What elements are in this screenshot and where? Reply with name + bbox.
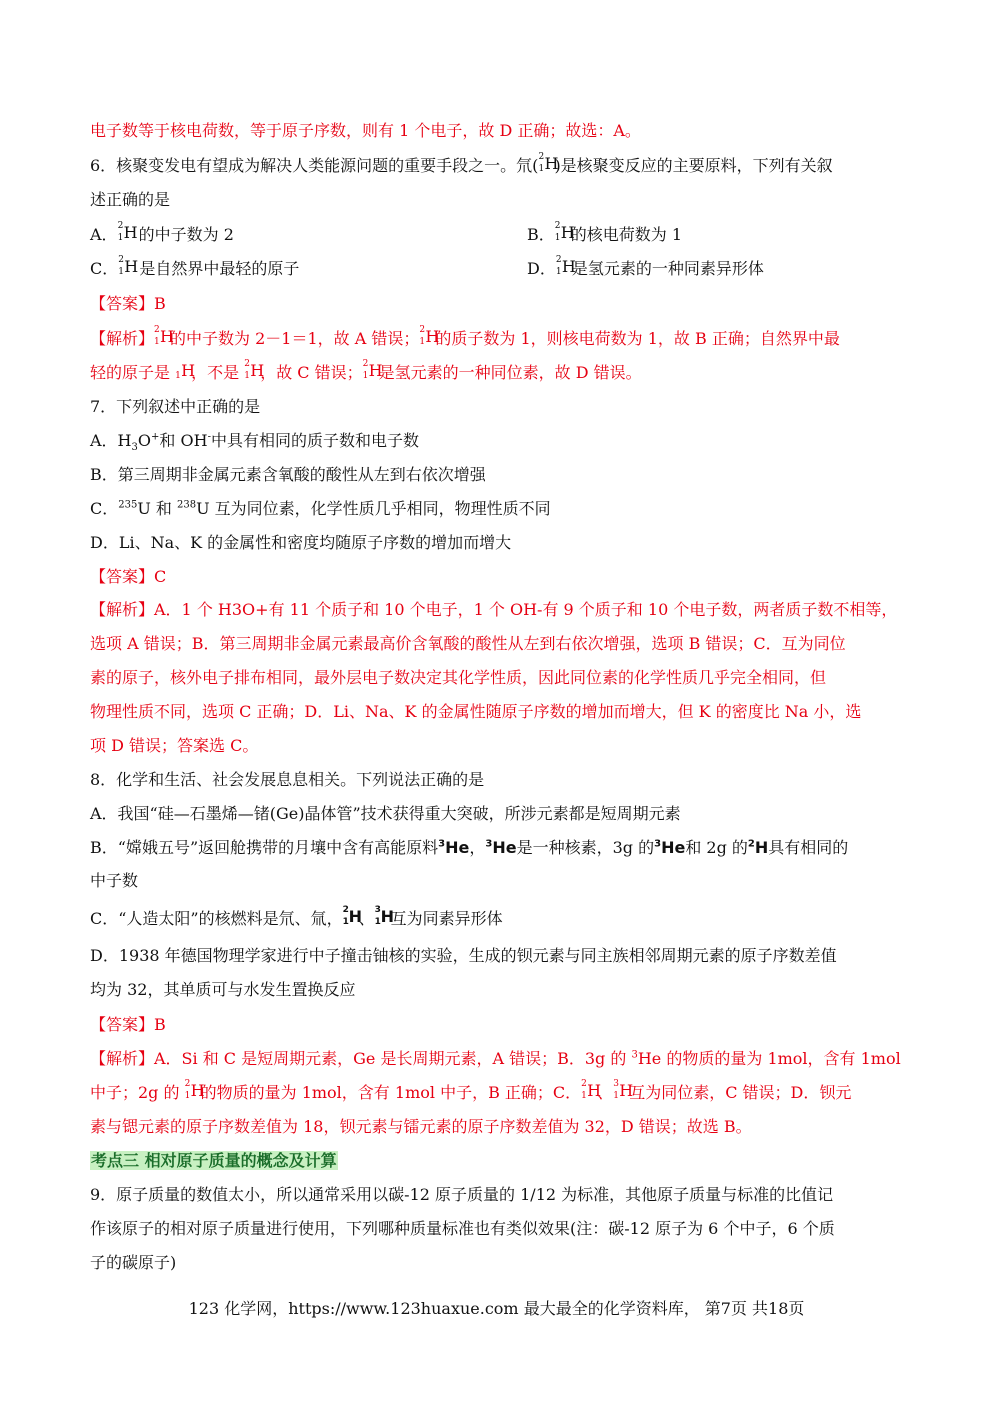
question-8-option-d: D．1938 年德国物理学家进行中子撞击铀核的实验，生成的钡元素与同主族相邻周期元素的原子序数差值 [90, 946, 837, 965]
question-8-answer: 【答案】B [90, 1015, 166, 1034]
isotope-h2: 2 1 H [538, 152, 559, 174]
question-8-option-d-cont: 均为 32，其单质可与水发生置换反应 [90, 980, 356, 999]
question-7-option-b: B．第三周期非金属元素含氧酸的酸性从左到右依次增强 [90, 465, 486, 484]
question-6-explanation-cont: 轻的原子是 1 H ，不是 2 1 H ，故 C 错误； 2 1 H 是氢元素的一种同位素，故 D 错误。 [90, 359, 642, 382]
question-6-explanation: 【解析】 2 1 H 的中子数为 2－1＝1，故 A 错误； 2 1 H 的质子数为 1，则核电荷数为 1，故 B 正确；自然界中最 [90, 325, 840, 348]
question-8-option-b: B．“嫦娥五号”返回舱携带的月壤中含有高能原料$^3$He，$^3$He是一种核素，3g 的$^3$He和 2g 的$^2$H具有相同的 [90, 838, 849, 857]
question-6-options-cd [90, 257, 920, 281]
question-7-stem: 7．下列叙述中正确的是 [90, 397, 261, 416]
question-8-option-b-cont: 中子数 [90, 871, 139, 890]
question-6-stem: 6．核聚变发电有望成为解决人类能源问题的重要手段之一。氘( 2 1 H )是核聚变反应的主要原料，下列有关叙 [90, 152, 833, 175]
question-7-option-c: C．$^{235}$U 和 $^{238}$U 互为同位素，化学性质几乎相同，物理性质不同 [90, 499, 551, 518]
question-6-options-ab [90, 223, 920, 247]
question-7-explanation-2: 选项 A 错误；B．第三周期非金属元素最高价含氧酸的酸性从左到右依次增强，选项 B 错误；C．互为同位 [90, 634, 846, 653]
question-9-stem-3: 子的碳原子) [90, 1253, 177, 1272]
option-d: D． 2 1 H 是氢元素的一种同素异形体 [527, 255, 764, 278]
question-8-explanation-1: 【解析】A．Si 和 C 是短周期元素，Ge 是长周期元素，A 错误；B．3g 的 $^3$He 的物质的量为 1mol，含有 1mol [90, 1049, 901, 1068]
question-7-explanation-5: 项 D 错误；答案选 C。 [90, 736, 259, 755]
question-8-stem: 8．化学和生活、社会发展息息相关。下列说法正确的是 [90, 770, 485, 789]
question-7-option-d: D．Li、Na、K 的金属性和密度均随原子序数的增加而增大 [90, 533, 512, 552]
option-c: C． 2 1 H 是自然界中最轻的原子 [90, 255, 300, 278]
question-7-explanation-4: 物理性质不同，选项 C 正确；D．Li、Na、K 的金属性随原子序数的增加而增大，但 K 的密度比 Na 小，选 [90, 702, 862, 721]
question-7-explanation-1: 【解析】A．1 个 H3O+有 11 个质子和 10 个电子，1 个 OH-有 9 个质子和 10 个电子数，两者质子数不相等， [90, 600, 898, 619]
question-8-explanation-2: 中子；2g 的 2 1 H 的物质的量为 1mol，含有 1mol 中子，B 正确；C． 2 1 H 、 3 1 H 互为同位素，C 错误；D．钡元 [90, 1079, 852, 1102]
question-8-option-a: A．我国“硅—石墨烯—锗(Ge)晶体管”技术获得重大突破，所涉元素都是短周期元素 [90, 804, 681, 823]
page-footer: 123 化学网，https://www.123huaxue.com 最大最全的化学资料库， 第7页 共18页 [188, 1299, 805, 1318]
question-8-option-c: C．“人造太阳”的核燃料是氘、氚， 2 1 H 、 3 1 H 互为同素异形体 [90, 905, 503, 928]
question-7-answer: 【答案】C [90, 567, 167, 586]
prev-explanation-end: 电子数等于核电荷数，等于原子序数，则有 1 个电子，故 D 正确；故选：A。 [90, 121, 641, 140]
section-heading: 考点三 相对原子质量的概念及计算 [91, 1151, 337, 1170]
question-9-stem-2: 作该原子的相对原子质量进行使用，下列哪种质量标准也有类似效果(注：碳-12 原子为 6 个中子，6 个质 [90, 1219, 835, 1238]
option-a: A． 2 1 H 的中子数为 2 [90, 221, 234, 244]
question-9-stem-1: 9．原子质量的数值太小，所以通常采用以碳-12 原子质量的 1/12 为标准，其他原子质量与标准的比值记 [90, 1185, 834, 1204]
question-8-explanation-3: 素与锶元素的原子序数差值为 18，钡元素与镭元素的原子序数差值为 32，D 错误；故选 B。 [90, 1117, 752, 1136]
option-b: B． 2 1 H 的核电荷数为 1 [527, 221, 683, 244]
question-7-option-a: A．$H_3O^+$和 OH-中具有相同的质子数和电子数 [90, 431, 419, 454]
question-6-stem-cont: 述正确的是 [90, 190, 171, 209]
question-7-explanation-3: 素的原子，核外电子排布相同，最外层电子数决定其化学性质，因此同位素的化学性质几乎完全相同，但 [90, 668, 827, 687]
question-6-answer: 【答案】B [90, 294, 166, 313]
